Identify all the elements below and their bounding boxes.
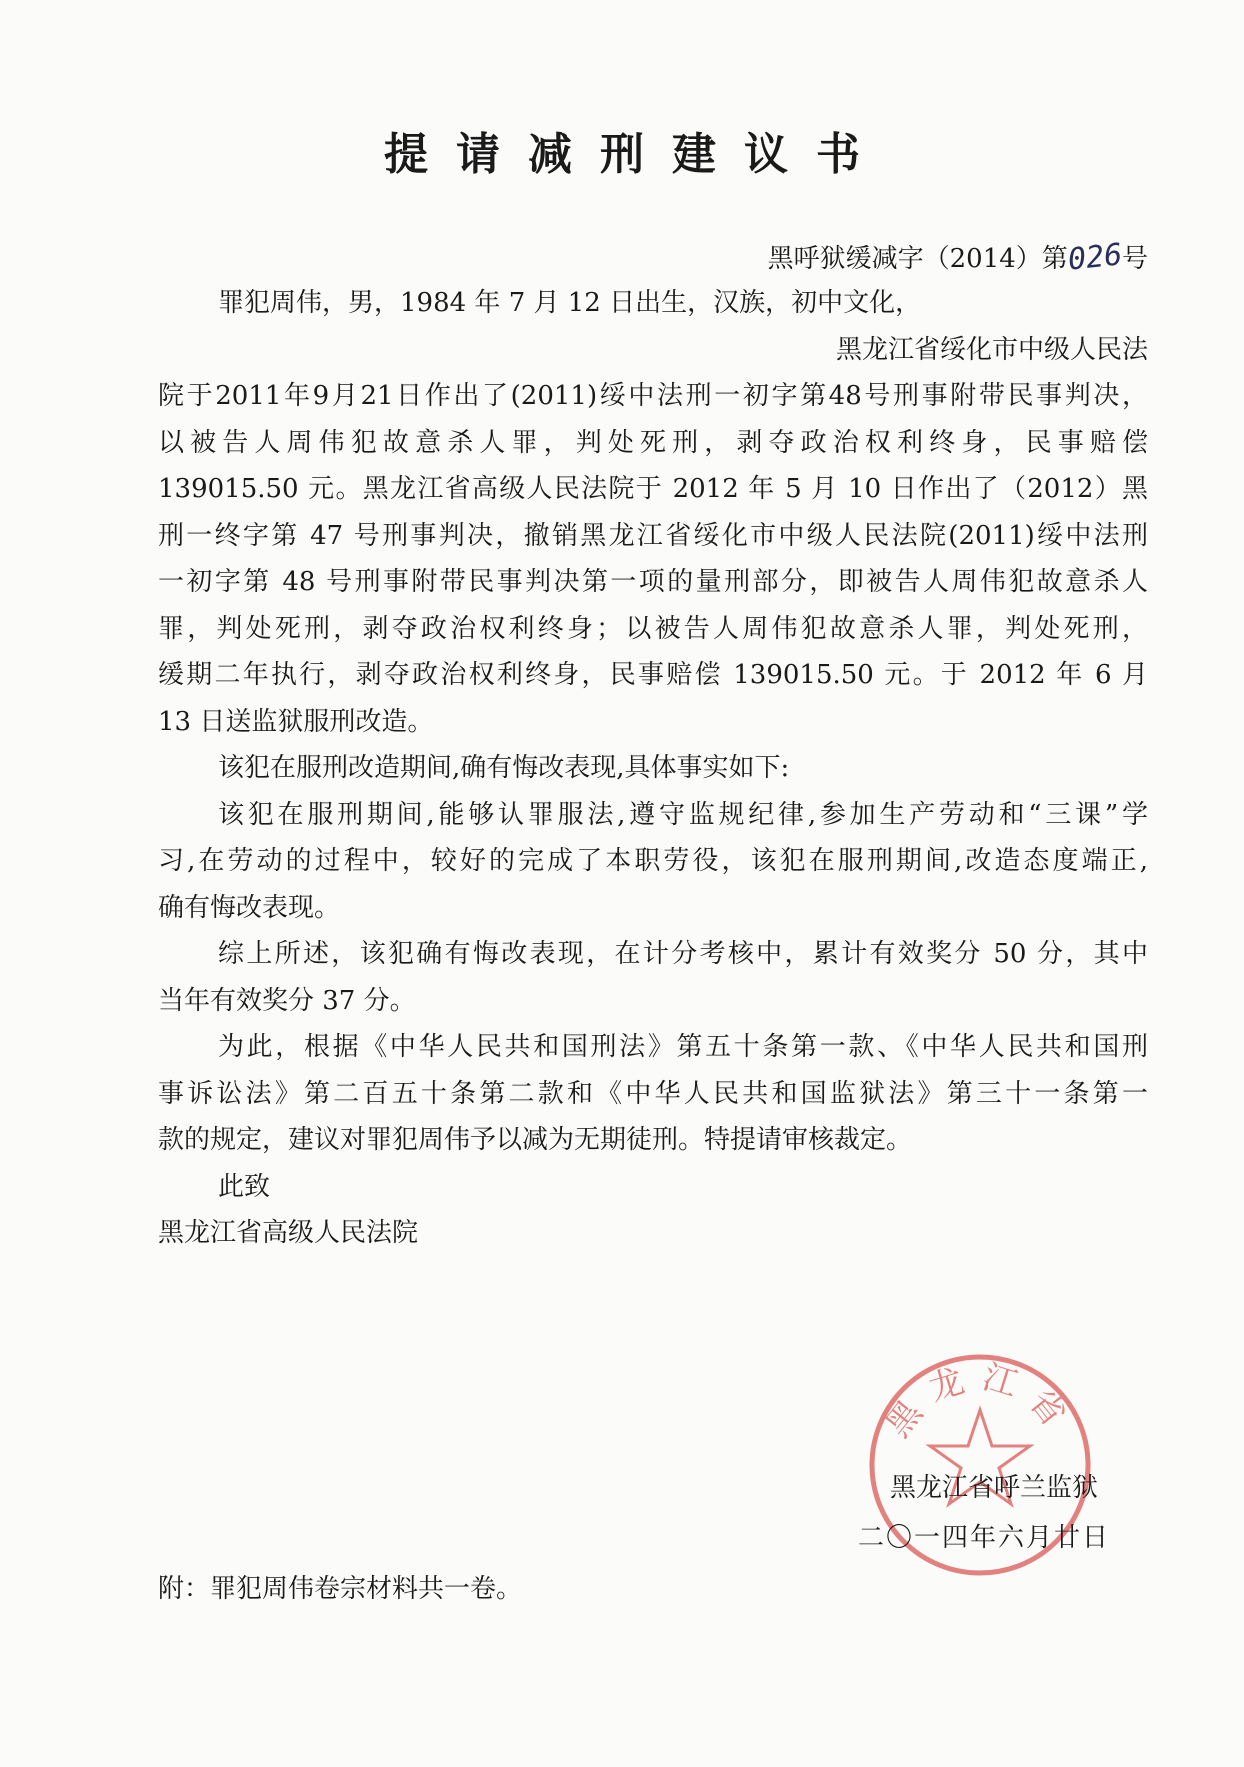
body-line: 13 日送监狱服刑改造。 [158,706,434,737]
seal-text: 黑龙江省 [878,1356,1082,1445]
body-line: 罪，判处死刑，剥夺政治权利终身；以被告人周伟犯故意杀人罪，判处死刑， [158,613,1148,644]
body-line: 院于2011年9月21日作出了(2011)绥中法刑一初字第48号刑事附带民事判决， [158,381,1148,411]
body-line: 罪犯周伟，男，1984 年 7 月 12 日出生，汉族，初中文化， [218,288,922,318]
body-line: 缓期二年执行，剥夺政治权利终身，民事赔偿 139015.50 元。于 2012 年 6 月 [158,660,1148,690]
body-line: 刑一终字第 47 号刑事判决，撤销黑龙江省绥化市中级人民法院(2011)绥中法刑 [158,520,1148,551]
body-line: 一初字第 48 号刑事附带民事判决第一项的量刑部分，即被告人周伟犯故意杀人 [158,567,1148,597]
document-number-prefix: 黑呼狱缓减字（2014）第 [767,244,1068,274]
document-number [767,237,1148,278]
recipient: 黑龙江省高级人民法院 [158,1218,419,1248]
body-line: 款的规定，建议对罪犯周伟予以减为无期徒刑。特提请审核裁定。 [158,1125,913,1155]
body-line: 综上所述，该犯确有悔改表现，在计分考核中，累计有效奖分 50 分，其中 [218,939,1148,969]
signature-organization: 黑龙江省呼兰监狱 [890,1473,1099,1503]
signature-date: 二〇一四年六月廿日 [858,1523,1111,1553]
salutation: 此致 [218,1171,271,1202]
svg-text:黑龙江省 [878,1357,1082,1445]
body-line: 当年有效奖分 37 分。 [158,985,416,1016]
body-line: 确有悔改表现。 [158,892,341,923]
body-line: 黑龙江省绥化市中级人民法 [835,334,1148,365]
body-line: 为此，根据《中华人民共和国刑法》第五十条第一款、《中华人民共和国刑 [218,1032,1148,1062]
body-line: 该犯在服刑改造期间,确有悔改表现,具体事实如下: [218,753,790,783]
body-line: 事诉讼法》第二百五十条第二款和《中华人民共和国监狱法》第三十一条第一 [158,1078,1148,1109]
body-line: 139015.50 元。黑龙江省高级人民法院于 2012 年 5 月 10 日作出了（2012）黑 [158,474,1148,504]
body-line: 习,在劳动的过程中，较好的完成了本职劳役，该犯在服刑期间,改造态度端正, [158,846,1148,876]
body-line: 以被告人周伟犯故意杀人罪，判处死刑，剥夺政治权利终身，民事赔偿 [158,427,1148,458]
attachment-note: 附：罪犯周伟卷宗材料共一卷。 [158,1574,523,1604]
document-body [158,280,1148,1257]
document-title: 提请减刑建议书 [384,129,888,180]
body-line: 该犯在服刑期间,能够认罪服法,遵守监规纪律,参加生产劳动和“三课”学 [218,799,1148,830]
document-number-suffix: 号 [1121,244,1148,274]
document-number-handwritten: 026 [1066,237,1124,278]
